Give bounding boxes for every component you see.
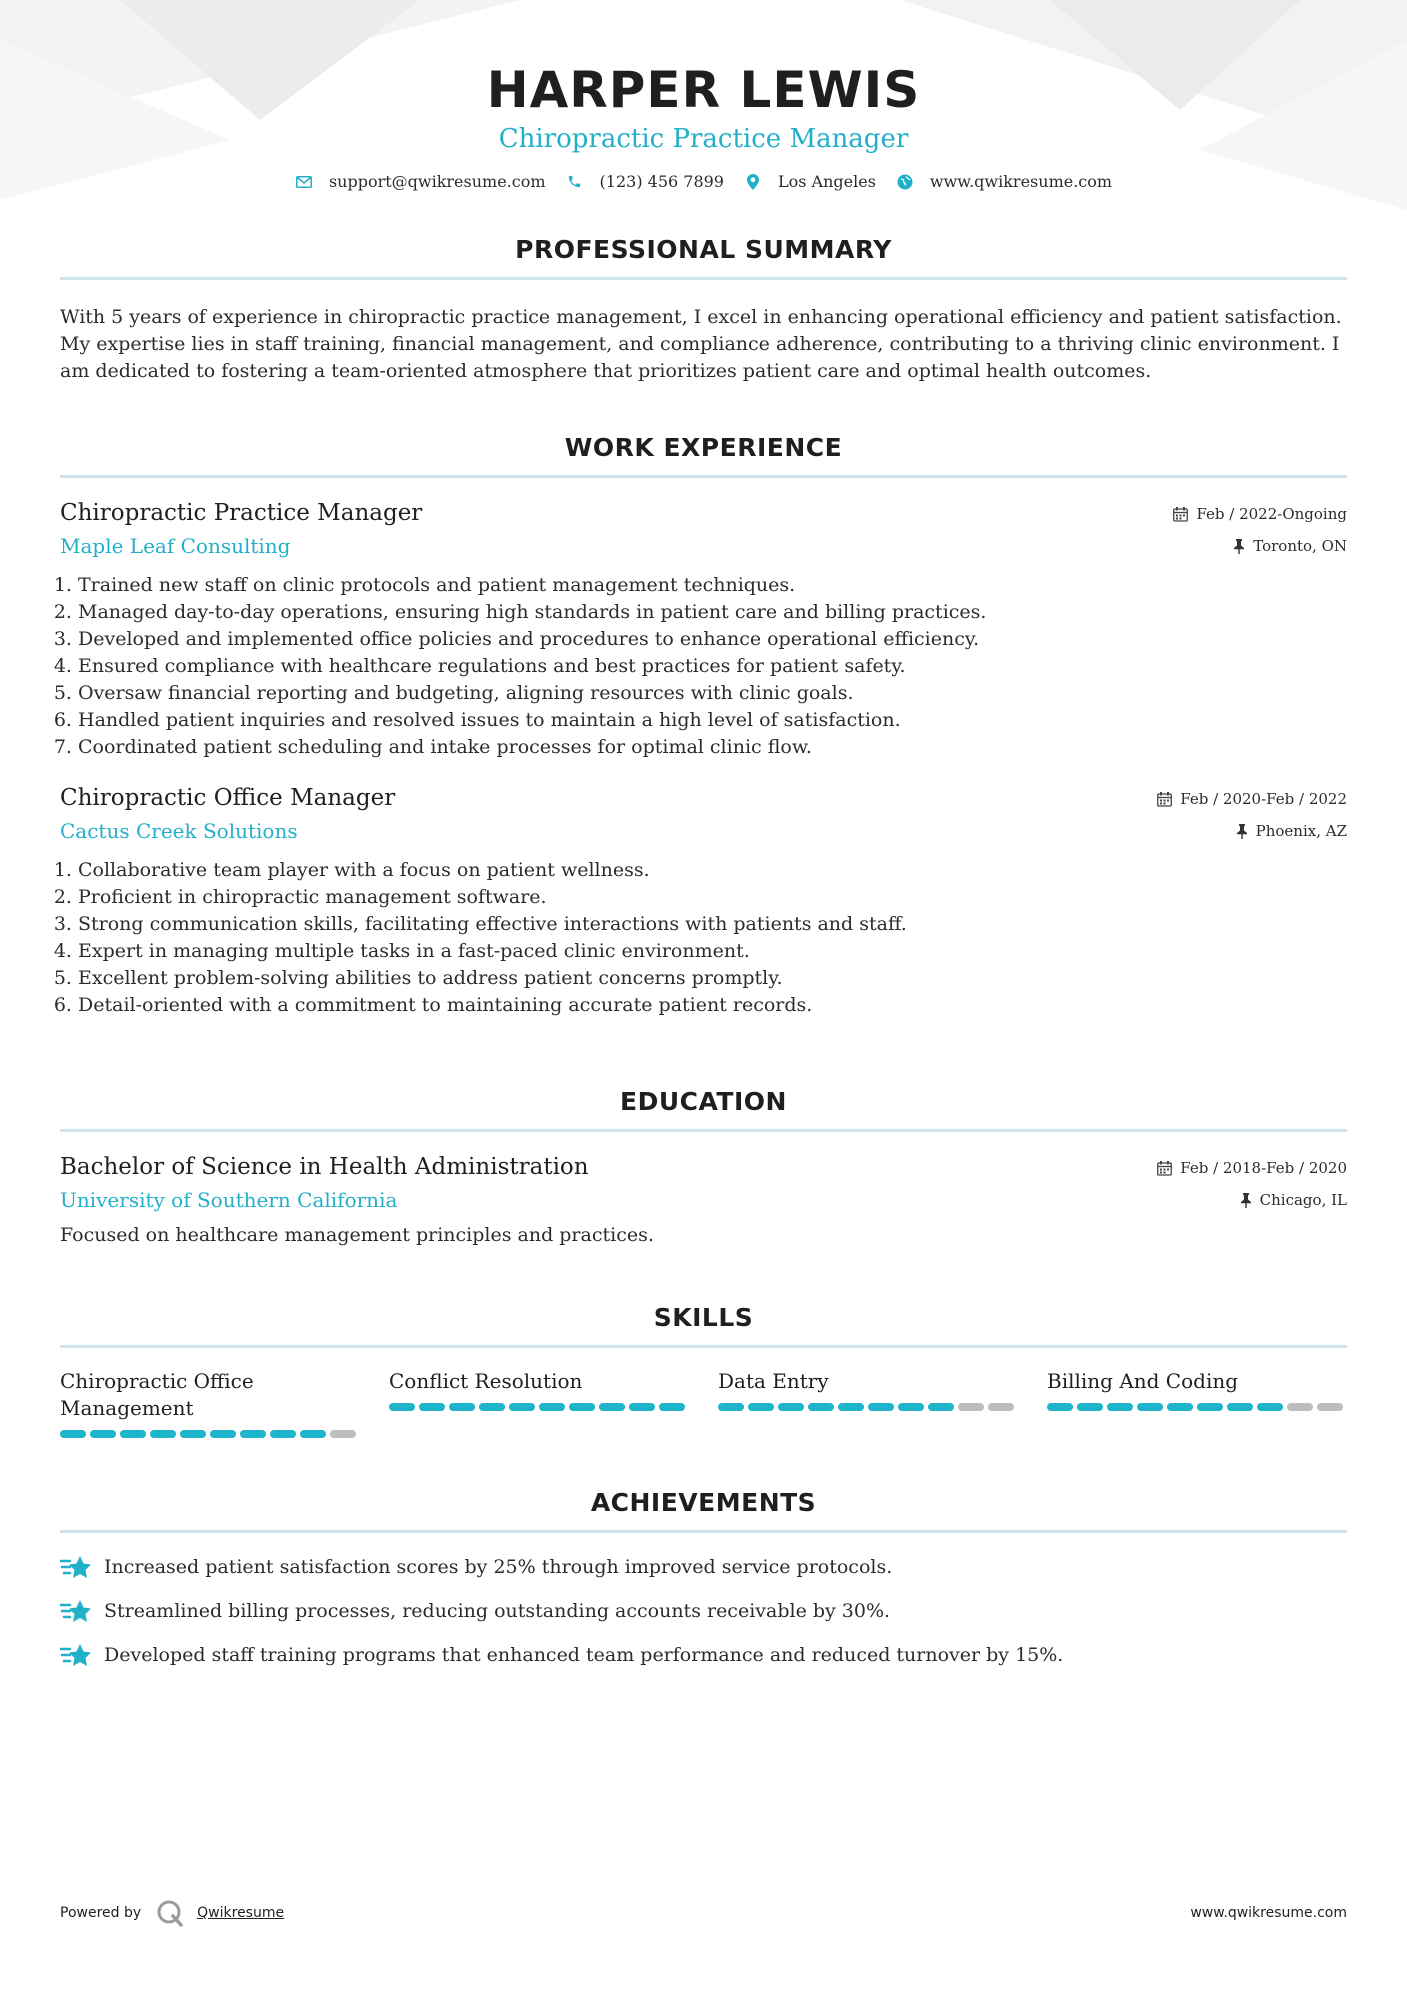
contact-location [744, 172, 876, 191]
achievements-list [60, 1553, 1347, 1669]
skill-segment [1317, 1403, 1343, 1411]
list-item [60, 1641, 1347, 1669]
education-meta [1157, 1152, 1347, 1212]
contact-phone[interactable] [566, 172, 724, 191]
calendar-icon [1157, 792, 1172, 807]
map-pin-icon [744, 173, 762, 191]
skill-segment [300, 1430, 326, 1438]
skill-segment [419, 1403, 445, 1411]
skill-name: Data Entry [718, 1369, 829, 1393]
skill-segment [120, 1430, 146, 1438]
list-item: 5. Oversaw financial reporting and budgeting, aligning resources with clinic goals. [78, 680, 1347, 707]
education-entry [60, 1152, 1347, 1249]
list-item: 6. Handled patient inquiries and resolved issues to maintain a high level of satisfaction. [78, 707, 1347, 734]
skills-divider [60, 1345, 1347, 1348]
list-item [60, 1553, 1347, 1581]
candidate-name: HARPER LEWIS [486, 61, 921, 119]
pushpin-icon [1240, 1193, 1252, 1208]
skill-segment [1077, 1403, 1103, 1411]
skill-segment [1047, 1403, 1073, 1411]
achievement-text: Streamlined billing processes, reducing outstanding accounts receivable by 30%. [104, 1599, 891, 1622]
skill-segment [210, 1430, 236, 1438]
skill-segment [898, 1403, 924, 1411]
shooting-star-icon [60, 1597, 92, 1625]
footer [60, 1898, 1347, 1928]
education-divider [60, 1129, 1347, 1132]
skill-segment [389, 1403, 415, 1411]
skill-segment [240, 1430, 266, 1438]
skill-segment [1137, 1403, 1163, 1411]
summary-section [60, 233, 1347, 385]
job-date: Feb / 2020-Feb / 2022 [1180, 790, 1347, 808]
skill-item [1047, 1368, 1347, 1438]
powered-by-label: Powered by [60, 1905, 142, 1921]
skill-segment [868, 1403, 894, 1411]
qwikresume-logo-icon [155, 1898, 185, 1928]
list-item: 2. Managed day-to-day operations, ensuring high standards in patient care and billing practices. [78, 599, 1347, 626]
skill-segment [449, 1403, 475, 1411]
summary-divider [60, 277, 1347, 280]
education-heading: EDUCATION [620, 1087, 787, 1116]
summary-heading: PROFESSIONAL SUMMARY [515, 235, 892, 264]
education-section [60, 1085, 1347, 1249]
skill-segment [1287, 1403, 1313, 1411]
skill-segment [599, 1403, 625, 1411]
education-location: Chicago, IL [1259, 1191, 1347, 1209]
email-text: support@qwikresume.com [328, 172, 546, 191]
skill-segment [838, 1403, 864, 1411]
skill-level-bar [60, 1430, 360, 1438]
job-location: Phoenix, AZ [1255, 822, 1347, 840]
skill-segment [1227, 1403, 1253, 1411]
list-item: 1. Trained new staff on clinic protocols and patient management techniques. [78, 572, 1347, 599]
calendar-icon [1173, 507, 1188, 522]
skill-item [389, 1368, 689, 1438]
candidate-title: Chiropractic Practice Manager [498, 124, 909, 154]
list-item: 7. Coordinated patient scheduling and intake processes for optimal clinic flow. [78, 734, 1347, 761]
skill-segment [270, 1430, 296, 1438]
skill-segment [90, 1430, 116, 1438]
skill-segment [509, 1403, 535, 1411]
skill-segment [1257, 1403, 1283, 1411]
shooting-star-icon [60, 1553, 92, 1581]
phone-text: (123) 456 7899 [599, 172, 724, 191]
website-text: www.qwikresume.com [929, 172, 1113, 191]
achievement-text: Developed staff training programs that enhanced team performance and reduced turnover by 15%. [104, 1643, 1064, 1666]
skill-segment [180, 1430, 206, 1438]
education-description: Focused on healthcare management principles and practices. [60, 1224, 654, 1246]
school-name: University of Southern California [60, 1188, 398, 1212]
list-item: 6. Detail-oriented with a commitment to maintaining accurate patient records. [78, 992, 1347, 1019]
job-location: Toronto, ON [1253, 537, 1347, 555]
list-item [60, 1597, 1347, 1625]
skill-segment [778, 1403, 804, 1411]
skill-segment [150, 1430, 176, 1438]
skill-segment [1107, 1403, 1133, 1411]
experience-section [60, 431, 1347, 1019]
skills-list [60, 1368, 1347, 1438]
job-date: Feb / 2022-Ongoing [1196, 505, 1347, 523]
skill-level-bar [1047, 1403, 1347, 1411]
globe-icon [896, 173, 914, 191]
achievements-heading: ACHIEVEMENTS [590, 1488, 817, 1517]
skill-segment [1167, 1403, 1193, 1411]
skill-segment [958, 1403, 984, 1411]
skill-level-bar [389, 1403, 689, 1411]
skills-heading: SKILLS [653, 1303, 754, 1332]
list-item: 4. Expert in managing multiple tasks in a fast-paced clinic environment. [78, 938, 1347, 965]
list-item: 2. Proficient in chiropractic management software. [78, 884, 1347, 911]
achievements-section [60, 1486, 1347, 1669]
company-name: Maple Leaf Consulting [60, 534, 291, 558]
summary-text: With 5 years of experience in chiropractic practice management, I excel in enhancing operational efficiency and patient satisfaction. My expertise lies in staff training, financial management, and compliance adherence, contributing to a thriving clinic environment. I am dedicated to fostering a team-oriented atmosphere that prioritizes patient care and optimal health outcomes. [60, 306, 1342, 382]
skills-section [60, 1301, 1347, 1438]
skill-level-bar [718, 1403, 1018, 1411]
skill-item [60, 1368, 360, 1438]
job-entry [60, 783, 1347, 1019]
footer-website-link[interactable]: www.qwikresume.com [1190, 1905, 1347, 1921]
calendar-icon [1157, 1161, 1172, 1176]
skill-name: Chiropractic Office Management [60, 1369, 254, 1420]
skill-segment [718, 1403, 744, 1411]
list-item: 5. Excellent problem-solving abilities to address patient concerns promptly. [78, 965, 1347, 992]
qwikresume-link[interactable]: Qwikresume [197, 1905, 285, 1921]
experience-heading: WORK EXPERIENCE [564, 433, 843, 462]
skill-segment [1197, 1403, 1223, 1411]
envelope-icon [295, 173, 313, 191]
shooting-star-icon [60, 1641, 92, 1669]
experience-divider [60, 475, 1347, 478]
job-meta [1173, 498, 1347, 558]
contact-email[interactable] [295, 172, 546, 191]
achievement-text: Increased patient satisfaction scores by 25% through improved service protocols. [104, 1555, 893, 1578]
company-name: Cactus Creek Solutions [60, 819, 298, 843]
contact-bar [60, 172, 1347, 191]
skill-segment [659, 1403, 685, 1411]
skill-segment [629, 1403, 655, 1411]
skill-segment [539, 1403, 565, 1411]
pushpin-icon [1233, 539, 1245, 554]
list-item: 1. Collaborative team player with a focus on patient wellness. [78, 857, 1347, 884]
job-entry [60, 498, 1347, 761]
skill-name: Conflict Resolution [389, 1369, 583, 1393]
job-title: Chiropractic Office Manager [60, 785, 396, 811]
pushpin-icon [1236, 824, 1248, 839]
list-item: 4. Ensured compliance with healthcare regulations and best practices for patient safety. [78, 653, 1347, 680]
contact-website[interactable] [896, 172, 1112, 191]
skill-item [718, 1368, 1018, 1438]
skill-segment [928, 1403, 954, 1411]
skill-segment [808, 1403, 834, 1411]
skill-segment [479, 1403, 505, 1411]
job-meta [1157, 783, 1347, 843]
phone-icon [566, 173, 584, 191]
degree-title: Bachelor of Science in Health Administration [60, 1154, 589, 1180]
location-text: Los Angeles [777, 172, 876, 191]
list-item: 3. Strong communication skills, facilitating effective interactions with patients and staff. [78, 911, 1347, 938]
achievements-divider [60, 1530, 1347, 1533]
skill-segment [748, 1403, 774, 1411]
skill-segment [60, 1430, 86, 1438]
skill-segment [988, 1403, 1014, 1411]
skill-name: Billing And Coding [1047, 1369, 1239, 1393]
job-responsibilities [60, 572, 1347, 761]
education-date: Feb / 2018-Feb / 2020 [1180, 1159, 1347, 1177]
skill-segment [569, 1403, 595, 1411]
skill-segment [330, 1430, 356, 1438]
list-item: 3. Developed and implemented office policies and procedures to enhance operational efficiency. [78, 626, 1347, 653]
job-responsibilities [60, 857, 1347, 1019]
job-title: Chiropractic Practice Manager [60, 500, 423, 526]
